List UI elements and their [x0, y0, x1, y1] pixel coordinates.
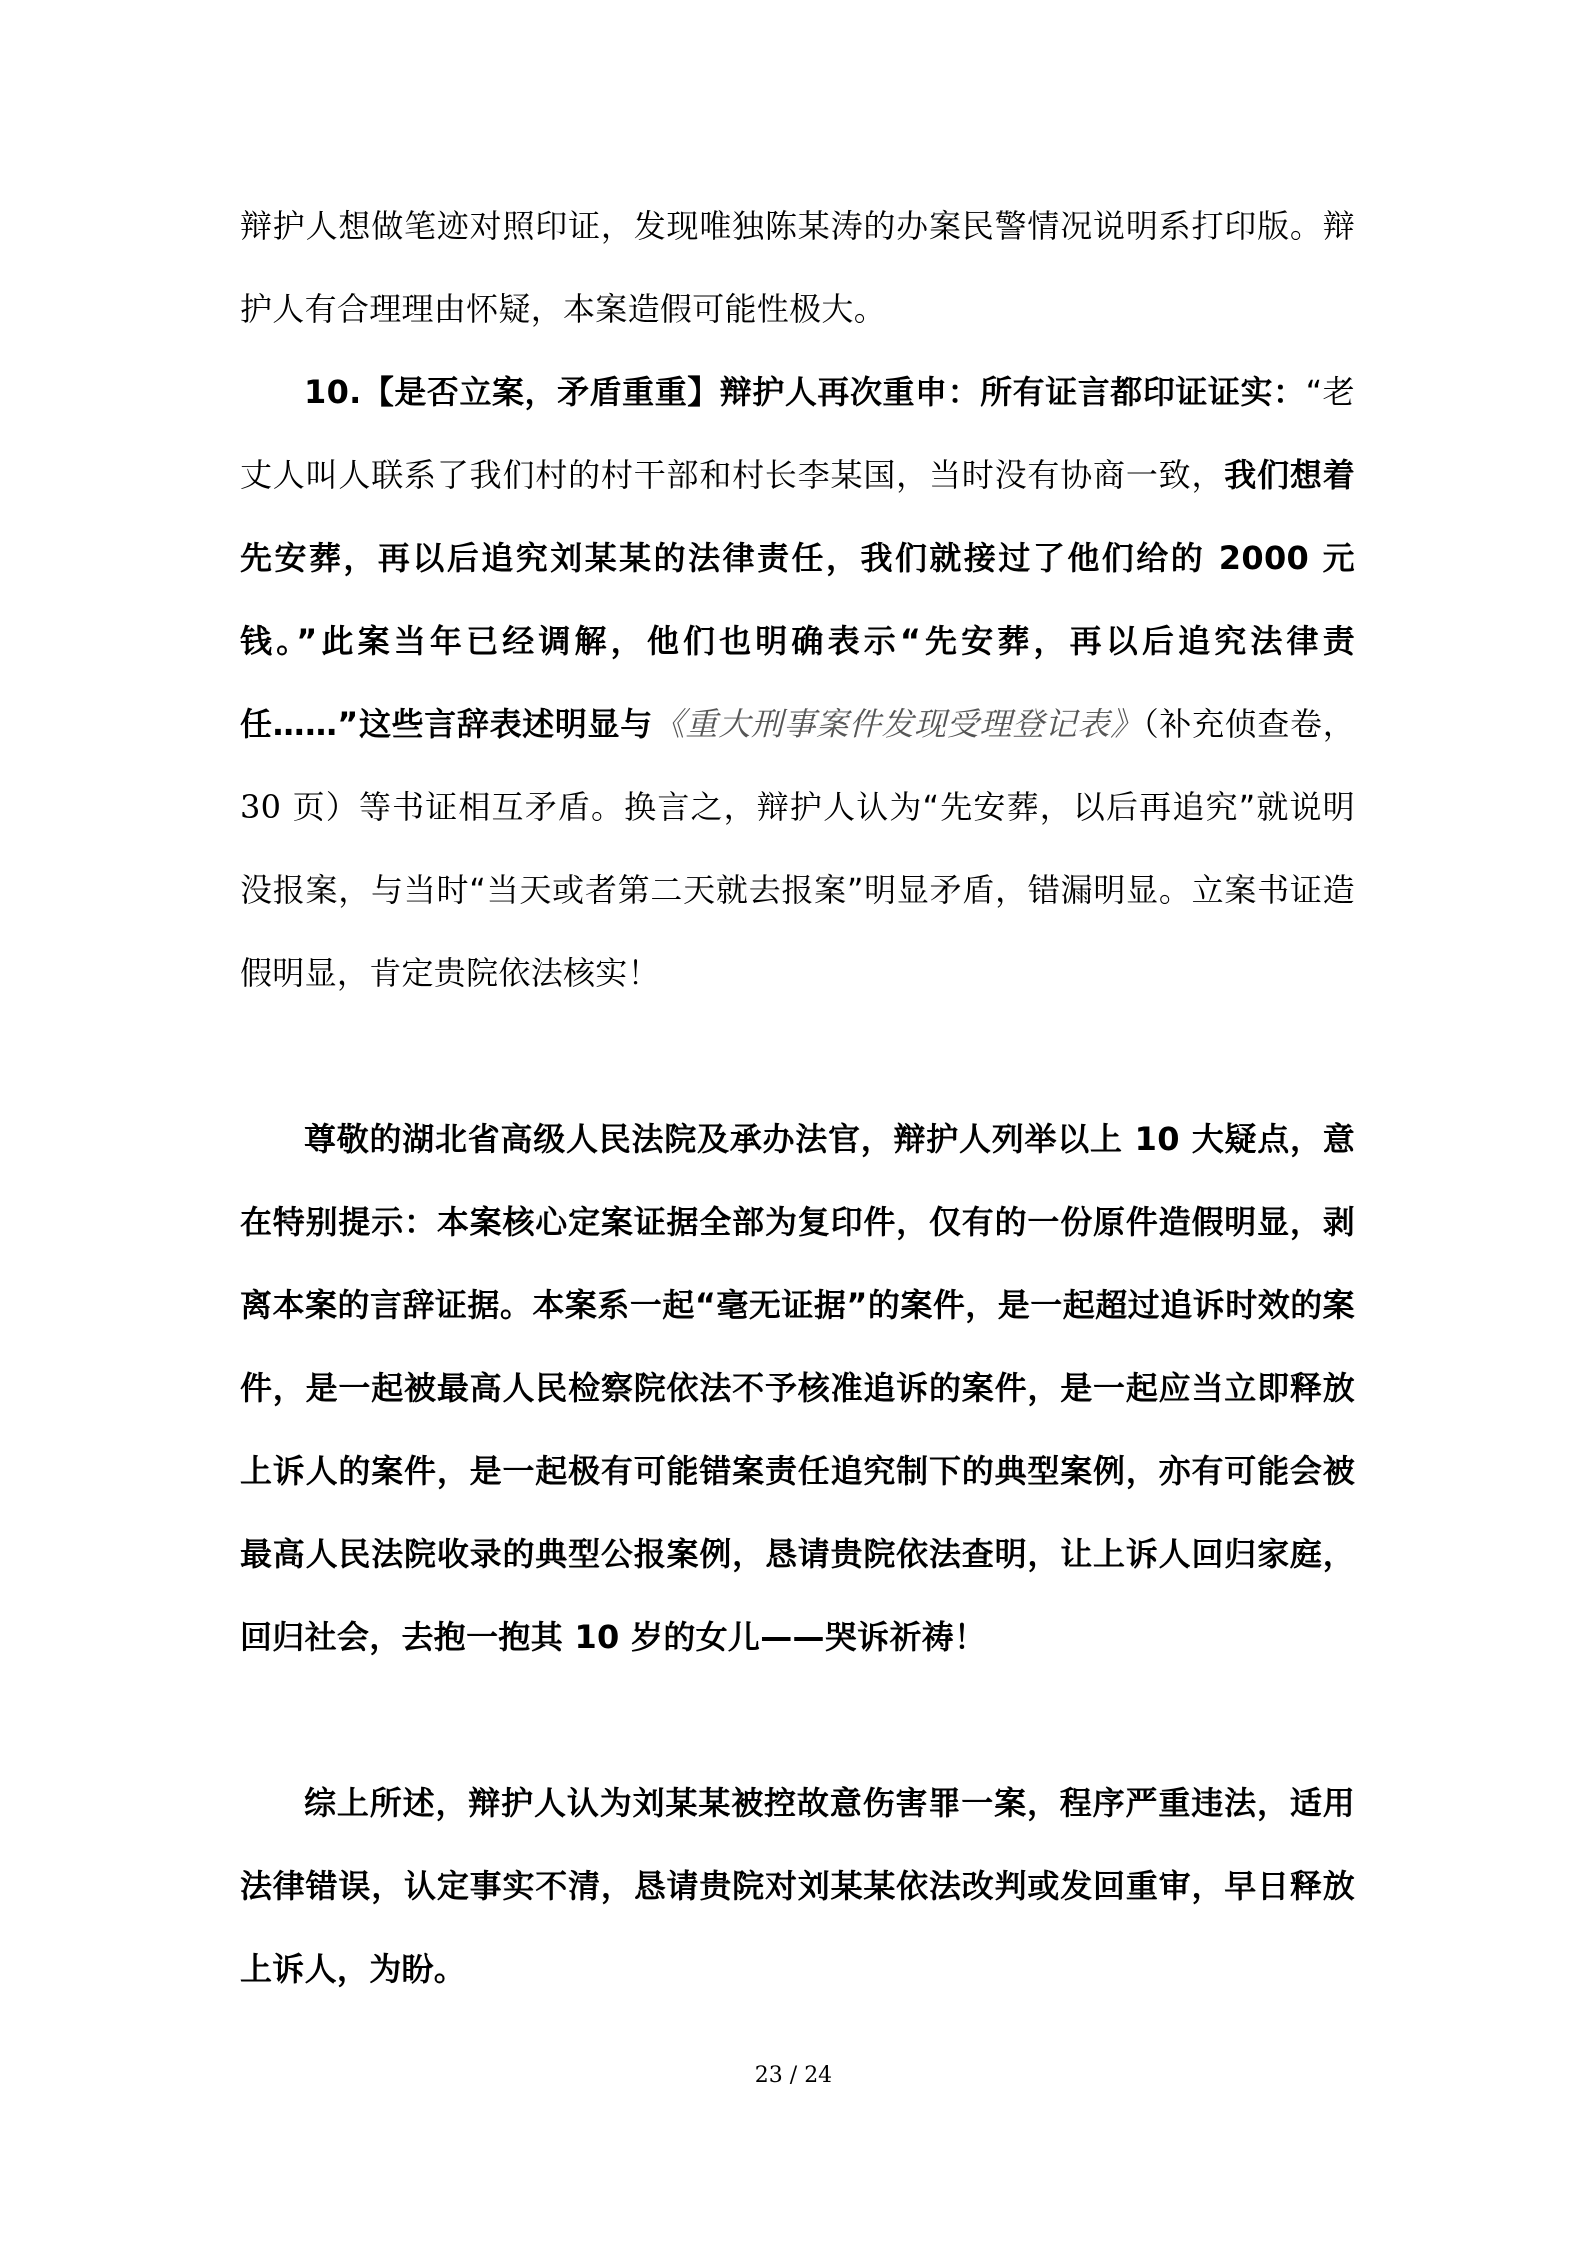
paragraph-spacer [240, 1015, 1355, 1098]
testimony-quote: “老丈人叫人联系了我们村的村干部和村长李某国，当时没有协商一致， [240, 373, 1355, 494]
testimony-bold-statement: 我们想着先安葬，再以后追究刘某某的法律责任，我们就接过了他们给的 2000 元钱。”此案当年已经调解，他们也明确表示“先安葬，再以后追究法律责任……”这些言辞表述明显与 [240, 456, 1355, 743]
paragraph-handwriting-comparison: 辩护人想做笔迹对照印证，发现唯独陈某涛的办案民警情况说明系打印版。辩护人有合理理由怀疑，本案造假可能性极大。 [240, 207, 1355, 328]
page-number: 23 / 24 [754, 2063, 833, 2088]
paragraph-case-filing [240, 351, 1355, 1015]
paragraph-spacer [240, 1679, 1355, 1762]
paragraph-appeal-to-court: 尊敬的湖北省高级人民法院及承办法官，辩护人列举以上 10 大疑点，意在特别提示：本案核心定案证据全部为复印件，仅有的一份原件造假明显，剥离本案的言辞证据。本案系一起“毫无证据”的案件，是一起超过追诉时效的案件，是一起被最高人民检察院依法不予核准追诉的案件，是一起应当立即释放上诉人的案件，是一起极有可能错案责任追究制下的典型案例，亦有可能会被最高人民法院收录的典型公报案例，恳请贵院依法查明，让上诉人回归家庭，回归社会，去抱一抱其 10 岁的女儿——哭诉祈祷！ [240, 1120, 1355, 1656]
contradiction-conclusion: 等书证相互矛盾。换言之，辩护人认为“先安葬，以后再追究”就说明没报案，与当时“当天或者第二天就去报案”明显矛盾，错漏明显。立案书证造假明显，肯定贵院依法核实！ [240, 788, 1355, 992]
paragraph-conclusion: 综上所述，辩护人认为刘某某被控故意伤害罪一案，程序严重违法，适用法律错误，认定事实不清，恳请贵院对刘某某依法改判或发回重审，早日释放上诉人，为盼。 [240, 1784, 1355, 1988]
registration-form-title: 《重大刑事案件发现受理登记表》 [652, 705, 1143, 743]
volume-reference: （补充侦查卷，30 页） [240, 705, 1355, 826]
document-page [240, 185, 1355, 2011]
case-filing-heading: 10.【是否立案，矛盾重重】辩护人再次重申：所有证言都印证证实： [304, 373, 1306, 411]
